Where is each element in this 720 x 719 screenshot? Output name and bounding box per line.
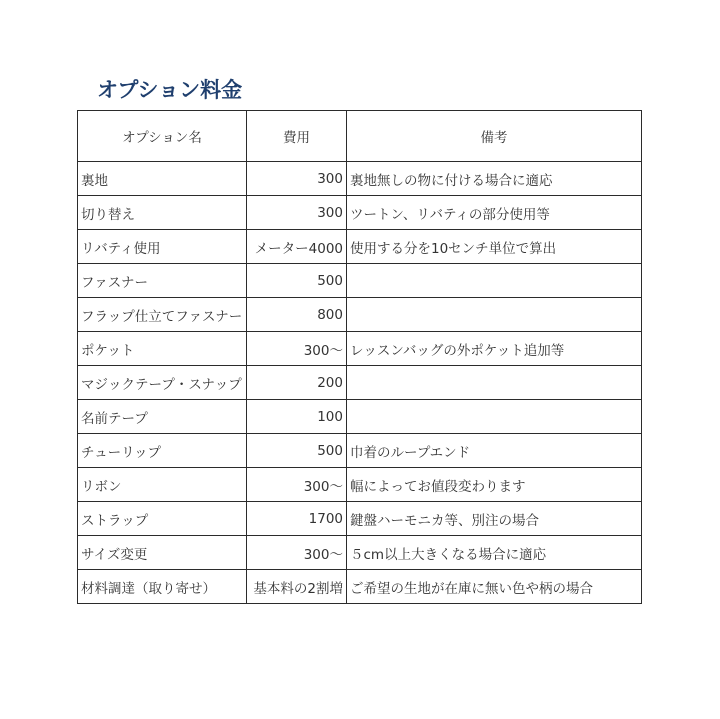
header-cost: 費用 [247,111,347,162]
option-name-cell: 裏地 [78,162,247,196]
table-row [78,162,642,196]
option-name-cell: リボン [78,468,247,502]
note-cell: 裏地無しの物に付ける場合に適応 [347,162,642,196]
cost-cell: 800 [247,298,347,332]
page-title: オプション料金 [97,78,243,102]
table-row [78,264,642,298]
table-row [78,570,642,604]
cost-cell: メーター4000 [247,230,347,264]
cost-cell: 300 [247,196,347,230]
table-row [78,366,642,400]
cost-cell: 500 [247,434,347,468]
header-option-name: オプション名 [78,111,247,162]
cost-cell: 基本料の2割増 [247,570,347,604]
note-cell [347,366,642,400]
cost-cell: 200 [247,366,347,400]
note-cell: ツートン、リバティの部分使用等 [347,196,642,230]
option-name-cell: ストラップ [78,502,247,536]
table-row [78,468,642,502]
option-name-cell: マジックテープ・スナップ [78,366,247,400]
note-cell: ５cm以上大きくなる場合に適応 [347,536,642,570]
table-row [78,298,642,332]
note-cell [347,400,642,434]
table-row [78,400,642,434]
option-name-cell: 名前テープ [78,400,247,434]
note-cell: レッスンバッグの外ポケット追加等 [347,332,642,366]
cost-cell: 500 [247,264,347,298]
table-row [78,536,642,570]
option-name-cell: チューリップ [78,434,247,468]
table-header-row [78,111,642,162]
note-cell [347,298,642,332]
option-name-cell: サイズ変更 [78,536,247,570]
cost-cell: 1700 [247,502,347,536]
option-name-cell: フラップ仕立てファスナー [78,298,247,332]
note-cell: 巾着のループエンド [347,434,642,468]
option-name-cell: ファスナー [78,264,247,298]
table-row [78,196,642,230]
note-cell: 鍵盤ハーモニカ等、別注の場合 [347,502,642,536]
option-price-table [77,110,642,604]
header-note: 備考 [347,111,642,162]
note-cell: 使用する分を10センチ単位で算出 [347,230,642,264]
cost-cell: 300～ [247,332,347,366]
note-cell: 幅によってお値段変わります [347,468,642,502]
table-row [78,434,642,468]
table-row [78,230,642,264]
option-name-cell: ポケット [78,332,247,366]
cost-cell: 300～ [247,468,347,502]
note-cell: ご希望の生地が在庫に無い色や柄の場合 [347,570,642,604]
option-name-cell: 材料調達（取り寄せ） [78,570,247,604]
cost-cell: 300～ [247,536,347,570]
option-name-cell: 切り替え [78,196,247,230]
cost-cell: 100 [247,400,347,434]
table-row [78,502,642,536]
option-name-cell: リバティ使用 [78,230,247,264]
table-row [78,332,642,366]
note-cell [347,264,642,298]
cost-cell: 300 [247,162,347,196]
